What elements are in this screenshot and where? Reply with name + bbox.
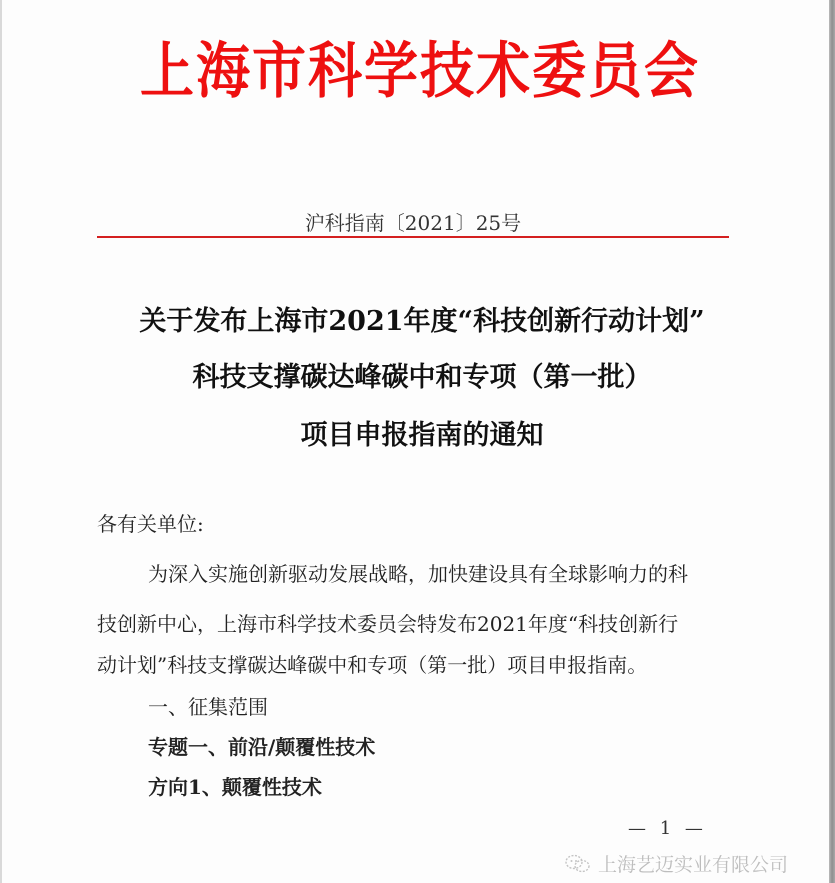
page-number: — 1 —: [628, 818, 707, 839]
watermark-text: 上海艺迈实业有限公司: [598, 854, 789, 876]
salutation: 各有关单位:: [97, 512, 204, 536]
watermark: [564, 850, 788, 877]
notice-title-line-2: 科技支撑碳达峰碳中和专项（第一批）: [192, 362, 652, 393]
section-heading: 一、征集范围: [148, 695, 268, 719]
notice-title-line-3: 项目申报指南的通知: [300, 420, 544, 451]
topic-heading: 专题一、前沿/颠覆性技术: [148, 735, 376, 759]
red-divider: [97, 236, 729, 238]
paragraph-line-1: 为深入实施创新驱动发展战略，加快建设具有全球影响力的科: [148, 562, 688, 586]
notice-title-line-1: 关于发布上海市2021年度“科技创新行动计划”: [139, 306, 705, 337]
wechat-icon: [564, 853, 592, 875]
paragraph-line-3: 动计划”科技支撑碳达峰碳中和专项（第一批）项目申报指南。: [97, 653, 648, 677]
document-number: 沪科指南〔2021〕25号: [304, 211, 522, 235]
paragraph-line-2: 技创新中心，上海市科学技术委员会特发布2021年度“科技创新行: [97, 612, 679, 636]
masthead-title: 上海市科学技术委员会: [140, 34, 700, 106]
page-edge-shadow: [829, 0, 835, 883]
direction-heading: 方向1、颠覆性技术: [148, 775, 322, 799]
